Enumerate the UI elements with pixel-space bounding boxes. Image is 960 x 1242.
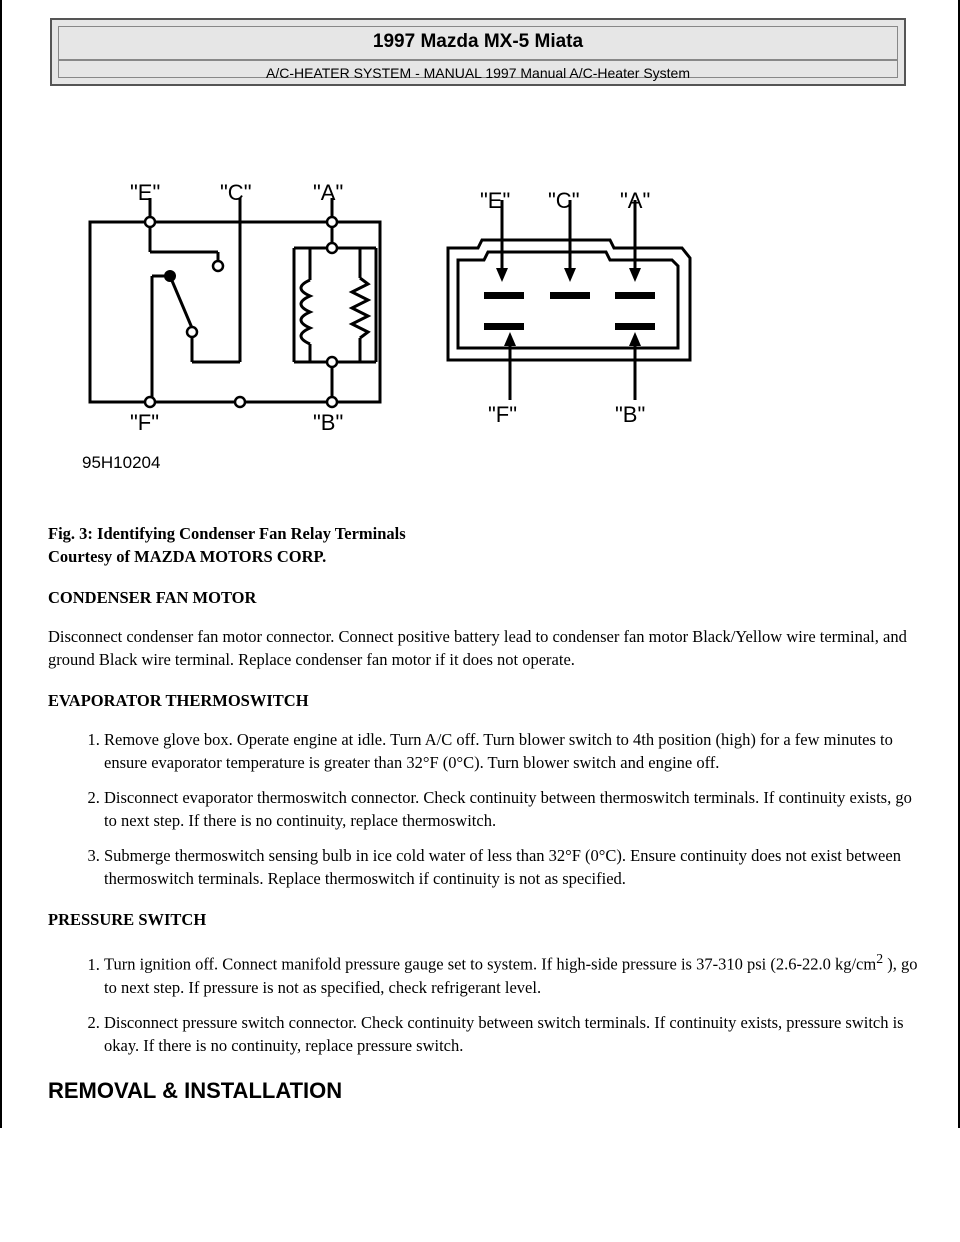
figure-caption bbox=[48, 522, 918, 568]
label-b-left: "B" bbox=[313, 410, 344, 435]
pressure-heading: PRESSURE SWITCH bbox=[48, 910, 207, 929]
caption-credit: Courtesy of MAZDA MOTORS CORP. bbox=[48, 547, 327, 566]
relay-terminal-diagram bbox=[70, 168, 710, 483]
pin-e bbox=[484, 292, 524, 299]
page-header bbox=[50, 18, 906, 86]
label-c-right: "C" bbox=[548, 188, 580, 213]
header-subtitle: A/C-HEATER SYSTEM - MANUAL 1997 Manual A/C-Heater System bbox=[265, 65, 690, 81]
thermoswitch-step: 2. Disconnect evaporator thermoswitch connector. Check continuity between thermoswitch terminals. If continuity exists, go to next step. If there is no continuity, replace thermoswitch. bbox=[104, 786, 918, 832]
label-a-left: "A" bbox=[313, 180, 344, 205]
label-c-left: "C" bbox=[220, 180, 252, 205]
label-e-left: "E" bbox=[130, 180, 161, 205]
pressure-step1-a: Turn ignition off. Connect manifold pressure gauge set to system. If high-side pressure is 37-310 psi (2.6-22.0 kg/cm bbox=[104, 954, 877, 974]
pin-a bbox=[615, 292, 655, 299]
removal-heading: REMOVAL & INSTALLATION bbox=[48, 1077, 343, 1103]
condenser-text: Disconnect condenser fan motor connector. Connect positive battery lead to condenser fan motor Black/Yellow wire terminal, and ground Black wire terminal. Replace condenser fan motor if it does not operate. bbox=[48, 627, 907, 669]
thermoswitch-steps bbox=[48, 728, 918, 890]
pressure-steps bbox=[48, 947, 918, 1057]
page-border-left bbox=[0, 0, 2, 1128]
thermoswitch-heading: EVAPORATOR THERMOSWITCH bbox=[48, 691, 309, 710]
pin-f bbox=[484, 323, 524, 330]
label-f-left: "F" bbox=[130, 410, 160, 435]
header-inner bbox=[58, 26, 898, 81]
label-a-right: "A" bbox=[620, 188, 651, 213]
pressure-step: 2. Disconnect pressure switch connector. Check continuity between switch terminals. If continuity exists, pressure switch is okay. If there is no continuity, replace pressure switch. bbox=[104, 1011, 918, 1057]
condenser-heading: CONDENSER FAN MOTOR bbox=[48, 588, 257, 607]
document-body bbox=[48, 522, 918, 1102]
label-f-right: "F" bbox=[488, 402, 518, 427]
pin-c bbox=[550, 292, 590, 299]
label-b-right: "B" bbox=[615, 402, 646, 427]
thermoswitch-step: 1. Remove glove box. Operate engine at idle. Turn A/C off. Turn blower switch to 4th position (high) for a few minutes to ensure evaporator temperature is greater than 32°F (0°C). Turn blower switch and engine off. bbox=[104, 728, 918, 774]
thermoswitch-step: 3. Submerge thermoswitch sensing bulb in ice cold water of less than 32°F (0°C). Ensure continuity does not exist between thermoswitch terminals. Replace thermoswitch if continuity is not as specified. bbox=[104, 844, 918, 890]
header-divider bbox=[59, 59, 897, 61]
header-title: 1997 Mazda MX-5 Miata bbox=[372, 31, 584, 52]
label-e-right: "E" bbox=[480, 188, 511, 213]
pin-b bbox=[615, 323, 655, 330]
figure-code: 95H10204 bbox=[82, 453, 161, 472]
pressure-step bbox=[104, 947, 918, 999]
switch-pivot bbox=[164, 270, 176, 282]
pressure-step1-b: ), go to next step. If pressure is not as specified, check refrigerant level. bbox=[104, 954, 918, 997]
caption-title: Fig. 3: Identifying Condenser Fan Relay Terminals bbox=[48, 524, 406, 543]
pressure-step1-sup: 2 bbox=[876, 951, 884, 966]
